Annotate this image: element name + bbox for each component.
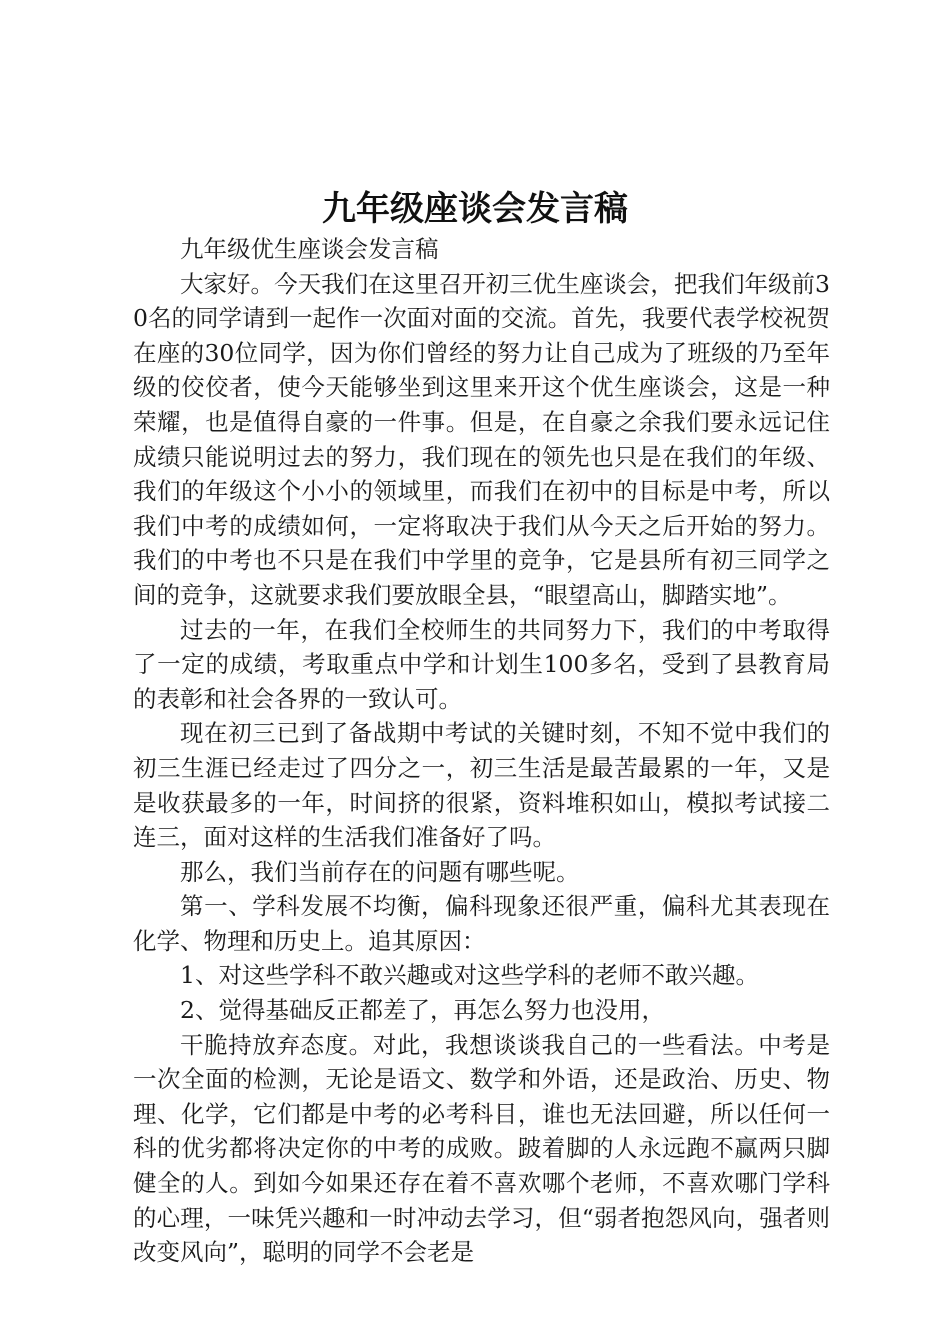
document-body xyxy=(133,232,830,1270)
paragraph-opinion: 干脆持放弃态度。对此，我想谈谈我自己的一些看法。中考是一次全面的检测，无论是语文、数学和外语，还是政治、历史、物理、化学，它们都是中考的必考科目，谁也无法回避，所以任何一科的优劣都将决定你的中考的成败。跛着脚的人永远跑不赢两只脚健全的人。到如今如果还存在着不喜欢哪个老师，不喜欢哪门学科的心理，一味凭兴趣和一时冲动去学习，但“弱者抱怨风向，强者则改变风向”，聪明的同学不会老是 xyxy=(133,1030,830,1267)
paragraph-subtitle: 九年级优生座谈会发言稿 xyxy=(180,235,439,263)
paragraph-past-year: 过去的一年，在我们全校师生的共同努力下，我们的中考取得了一定的成绩，考取重点中学和计划生100多名，受到了县教育局的表彰和社会各界的一致认可。 xyxy=(133,615,830,713)
paragraph-point-one: 第一、学科发展不均衡，偏科现象还很严重，偏科尤其表现在化学、物理和历史上。追其原因： xyxy=(133,892,830,955)
paragraph-reason-one: 1、对这些学科不敢兴趣或对这些学科的老师不敢兴趣。 xyxy=(180,961,759,990)
document-title: 九年级座谈会发言稿 xyxy=(322,189,628,229)
paragraph-current-stage: 现在初三已到了备战期中考试的关键时刻，不知不觉中我们的初三生涯已经走过了四分之一，初三生活是最苦最累的一年，又是是收获最多的一年，时间挤的很紧，资料堆积如山，模拟考试接二连三，面对这样的生活我们准备好了吗。 xyxy=(133,719,830,852)
paragraph-question: 那么，我们当前存在的问题有哪些呢。 xyxy=(180,857,580,886)
paragraph-greeting: 大家好。今天我们在这里召开初三优生座谈会，把我们年级前30名的同学请到一起作一次面对面的交流。首先，我要代表学校祝贺在座的30位同学，因为你们曾经的努力让自己成为了班级的乃至年级的佼佼者，使今天能够坐到这里来开这个优生座谈会，这是一种荣耀，也是值得自豪的一件事。但是，在自豪之余我们要永远记住成绩只能说明过去的努力，我们现在的领先也只是在我们的年级、我们的年级这个小小的领域里，而我们在初中的目标是中考，所以我们中考的成绩如何，一定将取决于我们从今天之后开始的努力。我们的中考也不只是在我们中学里的竞争，它是县所有初三同学之间的竞争，这就要求我们要放眼全县，“眼望高山，脚踏实地”。 xyxy=(133,269,830,609)
paragraph-reason-two: 2、觉得基础反正都差了，再怎么努力也没用， xyxy=(180,996,665,1025)
